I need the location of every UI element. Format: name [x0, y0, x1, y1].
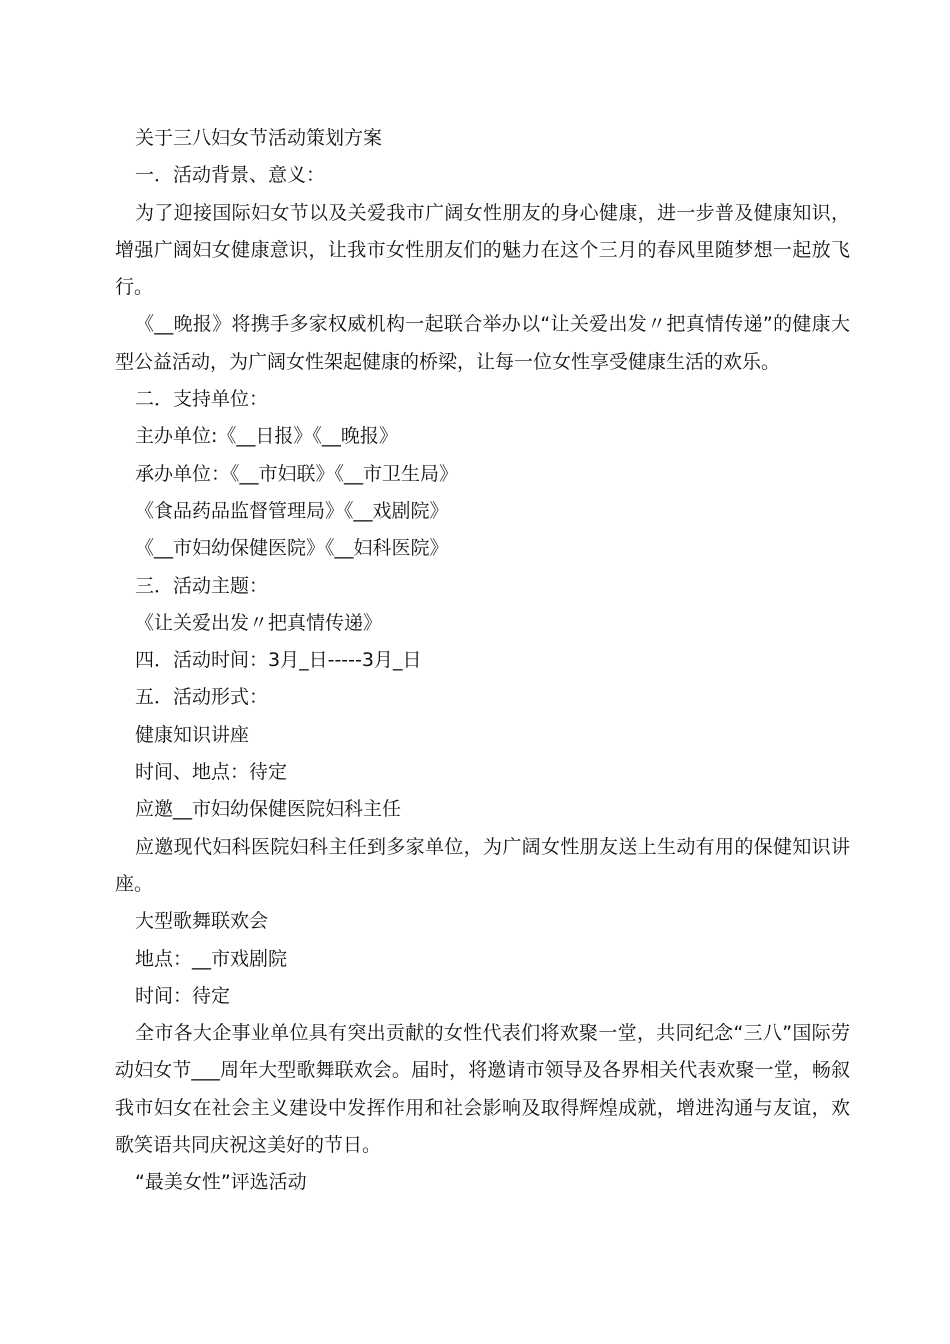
host-units: 主办单位:《__日报》《__晚报》: [135, 425, 398, 448]
section-heading-support: 二．支持单位：: [135, 388, 269, 411]
gala-title: 大型歌舞联欢会: [135, 910, 269, 933]
organizer-units-line-3: 《__市妇幼保健医院》《__妇科医院》: [135, 537, 449, 560]
lecture-invite: 应邀__市妇幼保健医院妇科主任: [135, 798, 402, 821]
section-heading-theme: 三．活动主题：: [135, 574, 269, 597]
gala-time: 时间：待定: [135, 984, 231, 1007]
background-paragraph-2: 《__晚报》将携手多家权威机构一起联合举办以“让关爱出发〃把真情传递”的健康大型公益活动，为广阔女性架起健康的桥梁，让每一位女性享受健康生活的欢乐。: [115, 313, 850, 373]
lecture-time-place: 时间、地点：待定: [135, 761, 288, 784]
contest-title: “最美女性”评选活动: [135, 1171, 307, 1194]
lecture-paragraph: 应邀现代妇科医院妇科主任到多家单位，为广阔女性朋友送上生动有用的保健知识讲座。: [115, 835, 850, 895]
gala-place: 地点：__市戏剧院: [135, 947, 288, 970]
document-body: [115, 120, 850, 1202]
gala-paragraph: 全市各大企事业单位具有突出贡献的女性代表们将欢聚一堂，共同纪念“三八”国际劳动妇女节___周年大型歌舞联欢会。届时，将邀请市领导及各界相关代表欢聚一堂，畅叙我市妇女在社会主义建设中发挥作用和社会影响及取得辉煌成就，增进沟通与友谊，欢歌笑语共同庆祝这美好的节日。: [115, 1022, 850, 1157]
organizer-units-line-2: 《食品药品监督管理局》《__戏剧院》: [135, 499, 449, 522]
document-title: 关于三八妇女节活动策划方案: [135, 127, 383, 149]
section-heading-background: 一．活动背景、意义：: [135, 164, 326, 187]
section-heading-time: 四．活动时间：3月_日-----3月_日: [135, 649, 422, 672]
background-paragraph-1: 为了迎接国际妇女节以及关爱我市广阔女性朋友的身心健康，进一步普及健康知识，增强广阔妇女健康意识，让我市女性朋友们的魅力在这个三月的春风里随梦想一起放飞行。: [115, 201, 850, 299]
activity-theme: 《让关爱出发〃把真情传递》: [135, 611, 383, 634]
section-heading-format: 五．活动形式：: [135, 686, 269, 709]
organizer-units: 承办单位：《__市妇联》《__市卫生局》: [135, 462, 459, 485]
lecture-title: 健康知识讲座: [135, 723, 250, 746]
